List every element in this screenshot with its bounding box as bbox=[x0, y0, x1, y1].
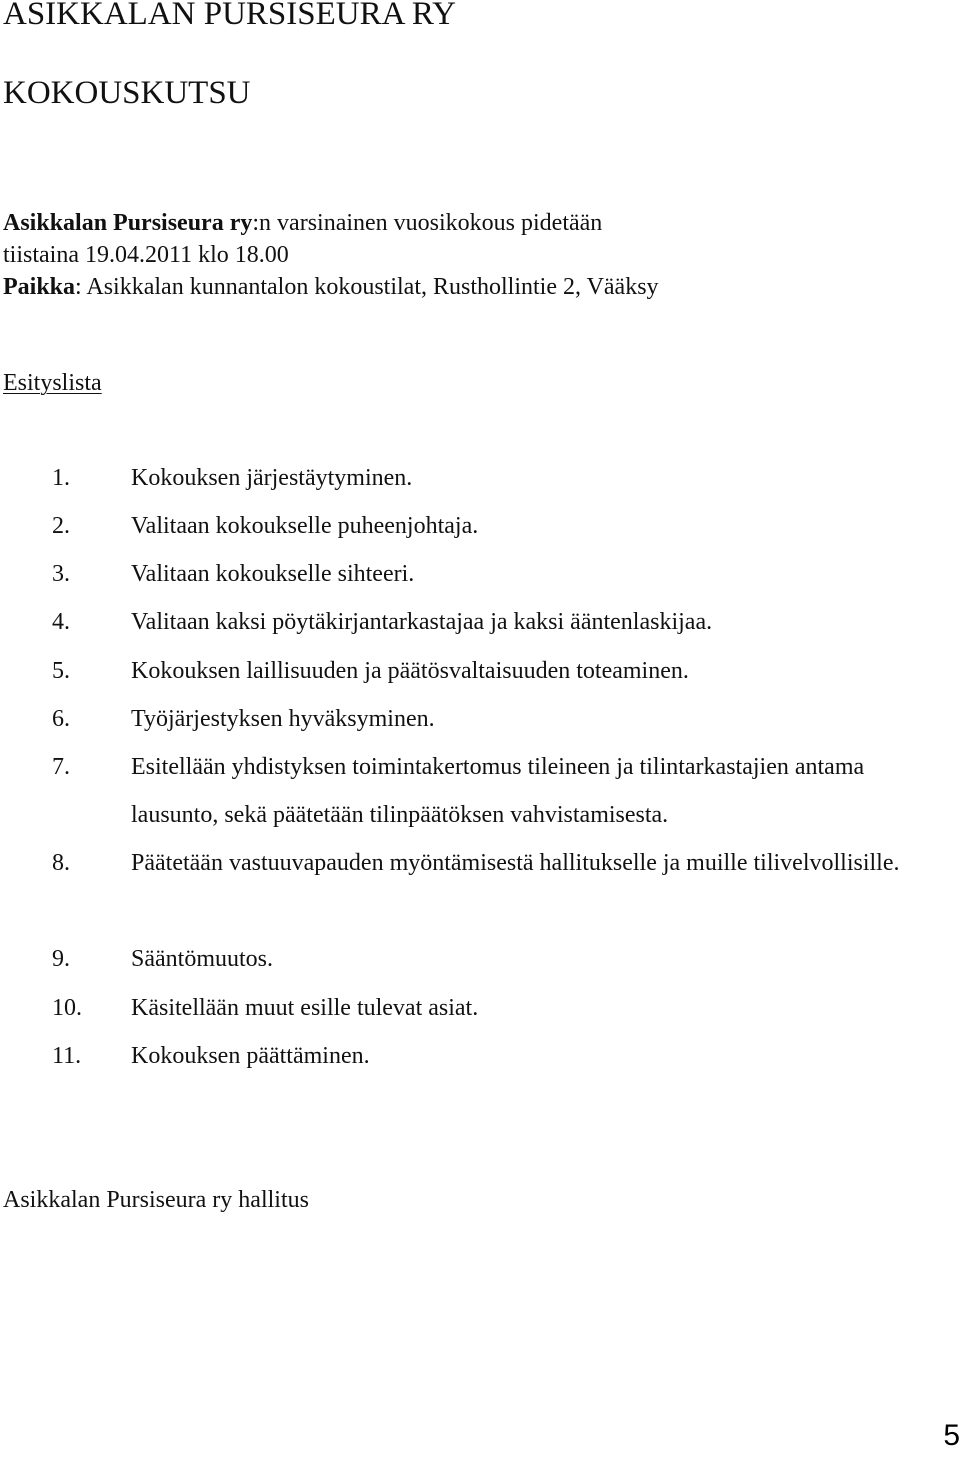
signature: Asikkalan Pursiseura ry hallitus bbox=[3, 1187, 309, 1213]
agenda-item-number: 1. bbox=[52, 465, 70, 491]
place-value: : Asikkalan kunnantalon kokoustilat, Rusthollintie 2, Vääksy bbox=[75, 274, 659, 300]
intro-org-name: Asikkalan Pursiseura ry bbox=[3, 210, 253, 236]
page-number: 5 bbox=[943, 1419, 960, 1452]
agenda-item-text: Kokouksen järjestäytyminen. bbox=[131, 465, 413, 491]
agenda-item-number: 3. bbox=[52, 561, 70, 587]
agenda-item-number: 11. bbox=[52, 1043, 82, 1069]
agenda-item-text: Sääntömuutos. bbox=[131, 946, 273, 972]
agenda-item-number: 9. bbox=[52, 946, 70, 972]
intro-line-1-text: :n varsinainen vuosikokous pidetään bbox=[252, 210, 603, 236]
agenda-item-text: Käsitellään muut esille tulevat asiat. bbox=[131, 995, 479, 1021]
agenda-item-text: Valitaan kokoukselle puheenjohtaja. bbox=[131, 513, 479, 539]
agenda-item-number: 2. bbox=[52, 513, 70, 539]
intro-place-line bbox=[3, 271, 659, 303]
agenda-item-text: Työjärjestyksen hyväksyminen. bbox=[131, 706, 435, 732]
place-label: Paikka bbox=[3, 274, 76, 300]
agenda-item-text: Päätetään vastuuvapauden myöntämisestä hallitukselle ja muille tilivelvollisille. bbox=[131, 850, 900, 876]
agenda-item-text: Kokouksen laillisuuden ja päätösvaltaisuuden toteaminen. bbox=[131, 658, 689, 684]
agenda-item-number: 8. bbox=[52, 850, 70, 876]
agenda-item-number: 4. bbox=[52, 609, 70, 635]
agenda-item-number: 5. bbox=[52, 658, 70, 684]
agenda-heading: Esityslista bbox=[3, 370, 102, 396]
agenda-item-number: 6. bbox=[52, 706, 70, 732]
intro-line-2: tiistaina 19.04.2011 klo 18.00 bbox=[3, 242, 289, 268]
intro-line-1 bbox=[3, 207, 602, 239]
agenda-item-text: Valitaan kaksi pöytäkirjantarkastajaa ja kaksi ääntenlaskijaa. bbox=[131, 609, 713, 635]
agenda-item-text: Esitellään yhdistyksen toimintakertomus tileineen ja tilintarkastajien antama lausunto, sekä päätetään tilinpäätöksen vahvistamisesta. bbox=[131, 754, 865, 828]
document-title: KOKOUSKUTSU bbox=[3, 75, 251, 111]
agenda-item-number: 7. bbox=[52, 754, 70, 780]
organization-title: ASIKKALAN PURSISEURA RY bbox=[3, 0, 456, 32]
agenda-item-number: 10. bbox=[52, 995, 82, 1021]
agenda-item-text: Kokouksen päättäminen. bbox=[131, 1043, 370, 1069]
agenda-item-text: Valitaan kokoukselle sihteeri. bbox=[131, 561, 415, 587]
